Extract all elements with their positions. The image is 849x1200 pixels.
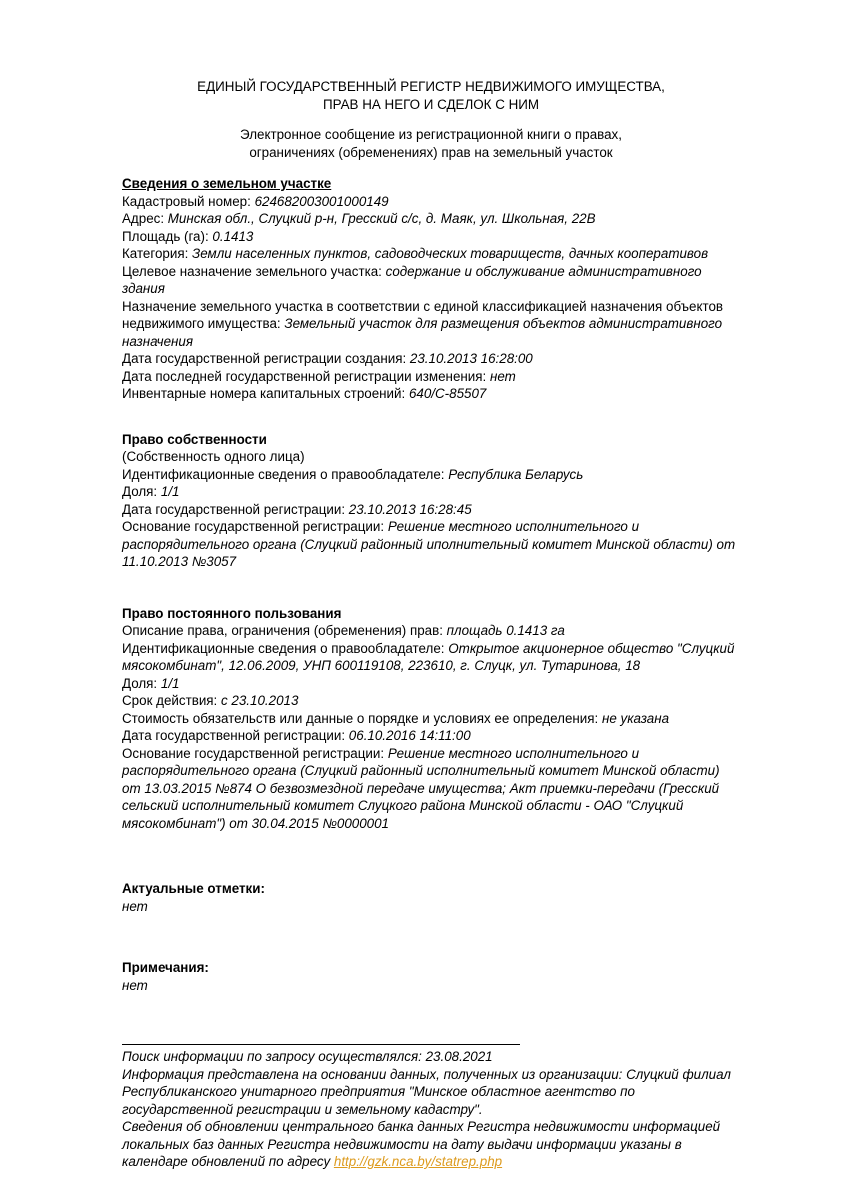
field-value: Решение местного исполнительного и распорядительного органа (Слуцкий районный иполнительный комитет Минской области) от 11.10.2013 №3057	[122, 519, 736, 569]
document-title	[122, 78, 740, 113]
document-subtitle	[122, 126, 740, 161]
field-value: 23.10.2013 16:28:00	[409, 351, 533, 366]
actual-marks-section	[122, 880, 740, 915]
field-label: Доля:	[122, 484, 161, 499]
footer-update-text: Сведения об обновлении центрального банка данных Регистра недвижимости информацией локальных баз данных Регистра недвижимости на дату выдачи информации указаны в календаре обновлений по адресу	[122, 1119, 721, 1169]
field-classified-purpose	[122, 298, 740, 351]
field-label: Кадастровый номер:	[122, 193, 255, 209]
field-registration-date	[122, 501, 740, 519]
field-value: не указана	[601, 710, 670, 726]
field-value: Решение местного исполнительного и распорядительного органа (Слуцкий районный исполнительный комитет Минской области) от 13.03.2015 №874 О безвозмездной передаче имущества; Акт приемки-передачи (Гресский сельский исполнительный комитет Слуцкого района Минской области - ОАО "Слуцкий мясокомбинат") от 30.04.2015 №0000001	[122, 745, 720, 831]
field-right-description	[122, 622, 740, 640]
field-value: Земли населенных пунктов, садоводческих товариществ, дачных кооперативов	[192, 246, 709, 261]
field-label: Основание государственной регистрации:	[122, 745, 388, 761]
notes-section-heading: Примечания:	[122, 960, 209, 975]
field-label: Основание государственной регистрации:	[122, 519, 388, 534]
field-registration-basis	[122, 518, 740, 571]
field-obligations-value	[122, 710, 740, 728]
footer-search-label: Поиск информации по запросу осуществлялся:	[122, 1049, 426, 1064]
footer-link[interactable]: http://gzk.nca.by/statrep.php	[333, 1154, 503, 1169]
field-area	[122, 228, 740, 246]
footer-search-date	[122, 1048, 740, 1066]
notes-section	[122, 959, 740, 994]
field-registration-basis	[122, 745, 740, 833]
marks-section-value: нет	[122, 898, 148, 914]
field-value: 23.10.2013 16:28:45	[348, 501, 472, 517]
field-value: Республика Беларусь	[448, 466, 584, 482]
marks-section-heading: Актуальные отметки:	[122, 881, 265, 896]
land-parcel-section	[122, 175, 740, 403]
field-label: Инвентарные номера капитальных строений:	[122, 386, 409, 401]
notes-section-value: нет	[122, 977, 148, 993]
document-subtitle-line1: Электронное сообщение из регистрационной книги о правах,	[240, 127, 622, 142]
ownership-right-section	[122, 431, 740, 571]
field-inventory-numbers	[122, 385, 740, 403]
field-address	[122, 210, 740, 228]
field-label: Назначение земельного участка в соответствии с единой классификацией назначения объектов недвижимого имущества:	[122, 298, 724, 331]
field-value: Земельный участок для размещения объектов административного назначения	[122, 316, 723, 349]
permanent-use-section-heading: Право постоянного пользования	[122, 605, 342, 621]
field-label: Срок действия:	[122, 693, 221, 708]
footer-update-info	[122, 1118, 740, 1171]
field-value: площадь 0.1413 га	[446, 623, 565, 638]
footer-divider	[122, 1044, 520, 1045]
field-last-change-registration-date	[122, 368, 740, 386]
field-value: содержание и обслуживание административного здания	[122, 263, 702, 296]
document-footer	[122, 1044, 740, 1171]
field-label: Дата последней государственной регистрации изменения:	[122, 368, 490, 384]
field-value: Открытое акционерное общество "Слуцкий мясокомбинат", 12.06.2009, УНП 600119108, 223610, г. Слуцк, ул. Тутаринова, 18	[122, 640, 735, 673]
field-value: 1/1	[160, 484, 180, 499]
permanent-use-right-section	[122, 605, 740, 833]
footer-search-value: 23.08.2021	[425, 1049, 493, 1064]
field-registration-date	[122, 727, 740, 745]
document-subtitle-line2: ограничениях (обременениях) прав на земельный участок	[249, 144, 613, 160]
land-section-heading: Сведения о земельном участке	[122, 176, 332, 191]
field-value: 0.1413	[212, 228, 254, 244]
field-value: Минская обл., Слуцкий р-н, Гресский с/с, д. Маяк, ул. Школьная, 22В	[167, 211, 596, 226]
document-title-line1: ЕДИНЫЙ ГОСУДАРСТВЕННЫЙ РЕГИСТР НЕДВИЖИМОГО ИМУЩЕСТВА,	[197, 79, 665, 94]
field-label: Описание права, ограничения (обременения) прав:	[122, 623, 447, 638]
field-rightholder-identity	[122, 640, 740, 675]
ownership-section-subheading: (Собственность одного лица)	[122, 449, 305, 464]
footer-info-source: Информация представлена на основании данных, полученных из организации: Слуцкий филиал Республиканского унитарного предприятия "Минское областное агентство по государственной регистрации и земельному кадастру".	[122, 1066, 731, 1117]
field-value: нет	[489, 368, 516, 384]
field-cadastral-number	[122, 193, 740, 211]
field-value: 624682003001000149	[254, 193, 389, 209]
field-label: Стоимость обязательств или данные о порядке и условиях ее определения:	[122, 710, 602, 726]
field-label: Адрес:	[122, 211, 168, 226]
field-value: 06.10.2016 14:11:00	[348, 728, 471, 743]
field-label: Дата государственной регистрации:	[122, 728, 349, 743]
field-designated-purpose	[122, 263, 740, 298]
field-label: Идентификационные сведения о правообладателе:	[122, 466, 449, 482]
field-rightholder-identity	[122, 466, 740, 484]
field-share	[122, 675, 740, 693]
field-label: Площадь (га):	[122, 228, 213, 244]
field-creation-registration-date	[122, 350, 740, 368]
field-value: 1/1	[160, 675, 180, 691]
field-label: Дата государственной регистрации создания:	[122, 351, 410, 366]
field-category	[122, 245, 740, 263]
field-value: 640/С-85507	[408, 386, 487, 401]
field-label: Целевое назначение земельного участка:	[122, 263, 386, 279]
field-label: Доля:	[122, 675, 161, 691]
field-value: с 23.10.2013	[221, 693, 299, 708]
document-title-line2: ПРАВ НА НЕГО И СДЕЛОК С НИМ	[322, 96, 540, 112]
field-validity-period	[122, 692, 740, 710]
field-label: Дата государственной регистрации:	[122, 501, 349, 517]
ownership-section-heading: Право собственности	[122, 431, 267, 447]
field-label: Категория:	[122, 246, 193, 261]
field-share	[122, 483, 740, 501]
field-label: Идентификационные сведения о правообладателе:	[122, 640, 449, 656]
